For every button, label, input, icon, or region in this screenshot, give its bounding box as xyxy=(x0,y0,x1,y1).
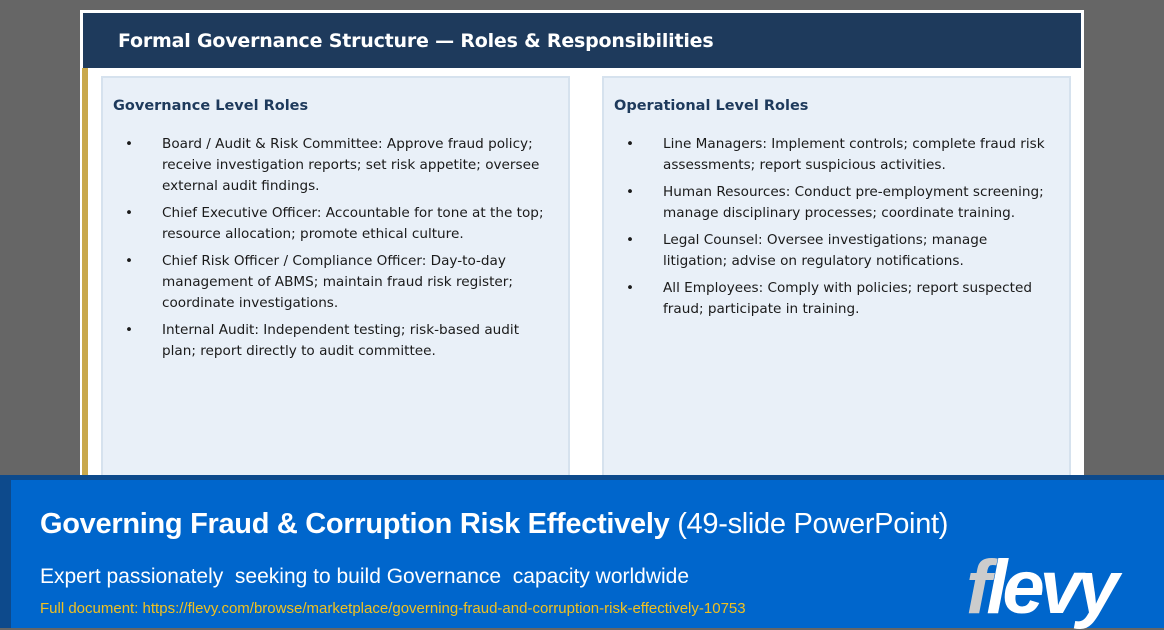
list-item xyxy=(103,203,553,245)
panel-heading: Governance Level Roles xyxy=(113,98,309,114)
governance-roles-panel xyxy=(101,76,570,475)
flevy-logo xyxy=(966,545,1115,630)
bullet-icon: • xyxy=(125,136,134,152)
logo-rest: levy xyxy=(986,545,1115,630)
governance-roles-list xyxy=(103,134,553,368)
banner-subtitle: Expert passionately seeking to build Governance capacity worldwide xyxy=(40,565,690,588)
banner-title xyxy=(40,508,948,541)
list-item xyxy=(103,134,553,197)
logo-f: f xyxy=(966,545,987,630)
list-item-text: Internal Audit: Independent testing; risk-based audit plan; report directly to audit committee. xyxy=(162,322,520,359)
list-item-text: Board / Audit & Risk Committee: Approve fraud policy; receive investigation reports; set risk appetite; oversee external audit findings. xyxy=(162,136,540,194)
banner-title-main: Governing Fraud & Corruption Risk Effectively xyxy=(40,508,670,540)
bullet-icon: • xyxy=(125,322,134,338)
list-item-text: Chief Risk Officer / Compliance Officer: Day-to-day management of ABMS; maintain fraud risk register; coordinate investigations. xyxy=(162,253,513,311)
bullet-icon: • xyxy=(626,280,635,296)
list-item-text: Chief Executive Officer: Accountable for tone at the top; resource allocation; promote ethical culture. xyxy=(162,205,544,242)
bullet-icon: • xyxy=(626,184,635,200)
bullet-icon: • xyxy=(125,205,134,221)
promo-banner xyxy=(0,475,1164,628)
list-item xyxy=(604,134,1054,176)
slide xyxy=(80,10,1084,475)
bullet-icon: • xyxy=(626,136,635,152)
list-item-text: Line Managers: Implement controls; complete fraud risk assessments; report suspicious activities. xyxy=(663,136,1045,173)
panel-heading: Operational Level Roles xyxy=(614,98,809,114)
slide-header xyxy=(83,13,1081,68)
banner-title-suffix: (49-slide PowerPoint) xyxy=(677,508,949,540)
list-item-text: All Employees: Comply with policies; report suspected fraud; participate in training. xyxy=(663,280,1032,317)
list-item-text: Legal Counsel: Oversee investigations; manage litigation; advise on regulatory notifications. xyxy=(663,232,988,269)
bullet-icon: • xyxy=(626,232,635,248)
operational-roles-list xyxy=(604,134,1054,326)
list-item xyxy=(103,320,553,362)
list-item xyxy=(604,278,1054,320)
list-item-text: Human Resources: Conduct pre-employment screening; manage disciplinary processes; coordinate training. xyxy=(663,184,1044,221)
slide-title: Formal Governance Structure — Roles & Responsibilities xyxy=(118,30,714,52)
list-item xyxy=(103,251,553,314)
accent-bar xyxy=(82,68,88,475)
list-item xyxy=(604,182,1054,224)
list-item xyxy=(604,230,1054,272)
bullet-icon: • xyxy=(125,253,134,269)
document-link[interactable]: Full document: https://flevy.com/browse/marketplace/governing-fraud-and-corruption-risk-effectively-10753 xyxy=(40,600,746,617)
operational-roles-panel xyxy=(602,76,1071,475)
